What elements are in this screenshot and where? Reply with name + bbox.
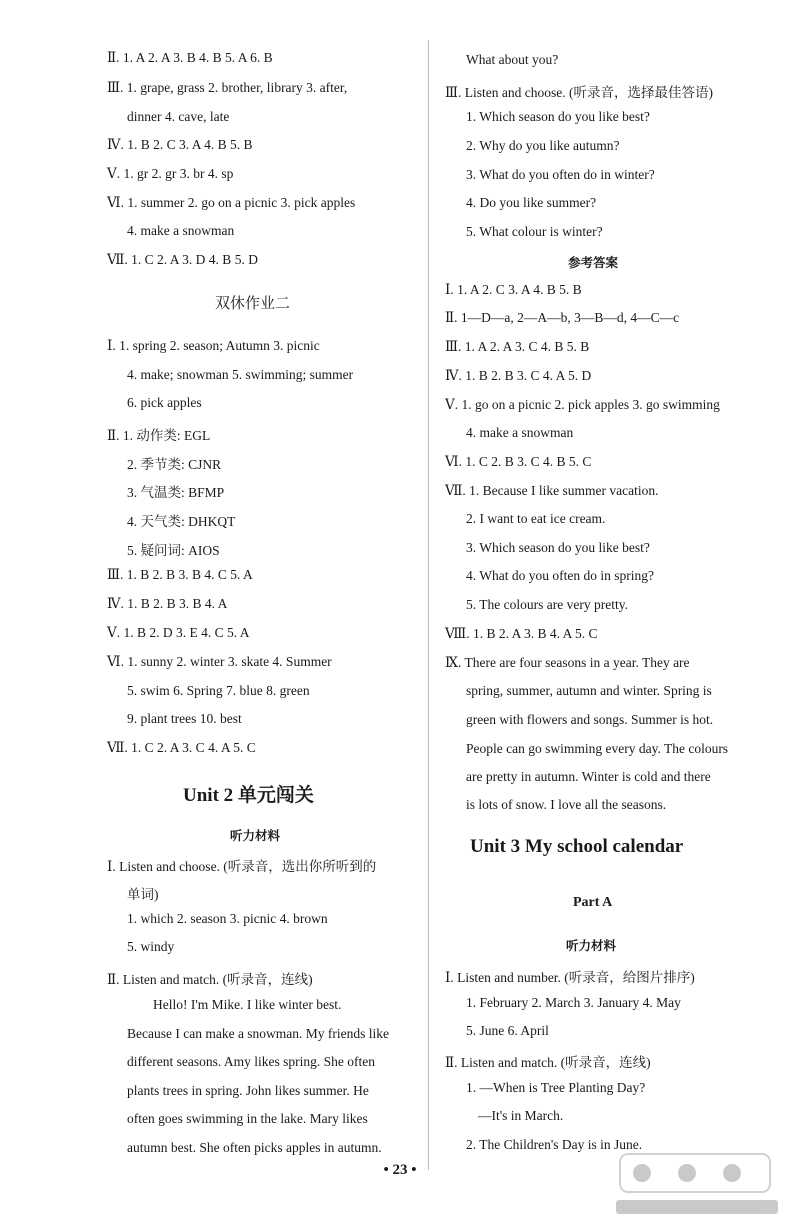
answer-line: Ⅴ. 1. B 2. D 3. E 4. C 5. A [107, 625, 250, 640]
answers-title: 参考答案 [568, 255, 619, 270]
listening-line: 单词) [127, 887, 159, 902]
answer-line: Ⅶ. 1. Because I like summer vacation. [445, 483, 659, 498]
part-title: Part A [573, 895, 613, 910]
answer-line: Ⅸ. There are four seasons in a year. They are [445, 655, 690, 670]
answer-line: are pretty in autumn. Winter is cold and there [466, 769, 711, 784]
answer-line: Ⅶ. 1. C 2. A 3. C 4. A 5. C [107, 740, 256, 755]
listening-line: —It's in March. [478, 1108, 564, 1123]
listening-line: Ⅰ. Listen and choose. (听录音，选出你所听到的 [107, 859, 377, 874]
answer-line: Ⅱ. 1. 动作类: EGL [107, 428, 211, 443]
answer-line: 5. swim 6. Spring 7. blue 8. green [127, 683, 310, 698]
answer-line: Ⅳ. 1. B 2. B 3. C 4. A 5. D [445, 368, 592, 383]
answer-line: 5. 疑问词: AIOS [127, 543, 220, 558]
answer-line: 4. What do you often do in spring? [466, 568, 654, 583]
answer-line: Ⅲ. 1. grape, grass 2. brother, library 3. after, [107, 80, 348, 95]
listening-line: 1. which 2. season 3. picnic 4. brown [127, 911, 328, 926]
listening-line: 2. The Children's Day is in June. [466, 1137, 643, 1152]
answer-line: 4. make a snowman [466, 425, 574, 440]
answer-line: Ⅵ. 1. summer 2. go on a picnic 3. pick apples [107, 195, 356, 210]
listening-line: 3. What do you often do in winter? [466, 167, 655, 182]
listening-line: 1. —When is Tree Planting Day? [466, 1080, 646, 1095]
answer-line: Ⅷ. 1. B 2. A 3. B 4. A 5. C [445, 626, 598, 641]
listening-line: Ⅱ. Listen and match. (听录音，连线) [107, 972, 313, 987]
listening-line: 4. Do you like summer? [466, 195, 597, 210]
section-title: 双休作业二 [215, 294, 291, 312]
answer-line: Ⅳ. 1. B 2. C 3. A 4. B 5. B [107, 137, 253, 152]
answer-line: 4. 天气类: DHKQT [127, 514, 236, 529]
answer-line: Ⅴ. 1. gr 2. gr 3. br 4. sp [107, 166, 234, 181]
listening-line: Ⅲ. Listen and choose. (听录音，选择最佳答语) [445, 85, 713, 100]
answer-line: Ⅱ. 1. A 2. A 3. B 4. B 5. A 6. B [107, 50, 273, 65]
listening-line: 1. February 2. March 3. January 4. May [466, 995, 681, 1010]
answer-line: spring, summer, autumn and winter. Spring is [466, 683, 712, 698]
listening-title: 听力材料 [230, 828, 281, 843]
listening-line: Hello! I'm Mike. I like winter best. [153, 997, 342, 1012]
answer-line: Ⅰ. 1. spring 2. season; Autumn 3. picnic [107, 338, 320, 353]
listening-line: different seasons. Amy likes spring. She often [127, 1054, 375, 1069]
answer-line: Ⅵ. 1. sunny 2. winter 3. skate 4. Summer [107, 654, 332, 669]
unit-title: Unit 2 单元闯关 [183, 785, 314, 806]
answer-line: Ⅱ. 1—D—a, 2—A—b, 3—B—d, 4—C—c [445, 310, 680, 325]
column-divider [428, 40, 429, 1170]
listening-line: 5. June 6. April [466, 1023, 549, 1038]
listening-title: 听力材料 [566, 938, 617, 953]
answer-line: 5. The colours are very pretty. [466, 597, 628, 612]
listening-line: What about you? [466, 52, 559, 67]
listening-line: Ⅰ. Listen and number. (听录音，给图片排序) [445, 970, 695, 985]
answer-line: 9. plant trees 10. best [127, 711, 242, 726]
listening-line: often goes swimming in the lake. Mary likes [127, 1111, 368, 1126]
answer-line: 3. Which season do you like best? [466, 540, 650, 555]
listening-line: Ⅱ. Listen and match. (听录音，连线) [445, 1055, 651, 1070]
answer-line: Ⅲ. 1. B 2. B 3. B 4. C 5. A [107, 567, 253, 582]
listening-line: 5. What colour is winter? [466, 224, 603, 239]
listening-line: 5. windy [127, 939, 175, 954]
answer-line: Ⅶ. 1. C 2. A 3. D 4. B 5. D [107, 252, 258, 267]
answer-line: 6. pick apples [127, 395, 202, 410]
answer-line: Ⅳ. 1. B 2. B 3. B 4. A [107, 596, 228, 611]
answer-line: is lots of snow. I love all the seasons. [466, 797, 667, 812]
listening-line: 2. Why do you like autumn? [466, 138, 620, 153]
answer-line: 2. 季节类: CJNR [127, 457, 222, 472]
listening-line: Because I can make a snowman. My friends like [127, 1026, 390, 1041]
answer-line: 4. make a snowman [127, 223, 235, 238]
listening-line: autumn best. She often picks apples in autumn. [127, 1140, 382, 1155]
unit-title: Unit 3 My school calendar [470, 836, 684, 857]
answer-line: dinner 4. cave, late [127, 109, 230, 124]
answer-line: 4. make; snowman 5. swimming; summer [127, 367, 354, 382]
answer-line: Ⅰ. 1. A 2. C 3. A 4. B 5. B [445, 282, 582, 297]
listening-line: 1. Which season do you like best? [466, 109, 650, 124]
listening-line: plants trees in spring. John likes summer. He [127, 1083, 369, 1098]
answer-line: Ⅲ. 1. A 2. A 3. C 4. B 5. B [445, 339, 590, 354]
watermark-logo [602, 1150, 792, 1220]
answer-line: Ⅵ. 1. C 2. B 3. C 4. B 5. C [445, 454, 592, 469]
answer-line: People can go swimming every day. The colours [466, 741, 729, 756]
answer-line: Ⅴ. 1. go on a picnic 2. pick apples 3. go swimming [445, 397, 720, 412]
answer-line: 3. 气温类: BFMP [127, 485, 225, 500]
page-number: • 23 • [383, 1162, 417, 1178]
answer-line: 2. I want to eat ice cream. [466, 511, 606, 526]
answer-line: green with flowers and songs. Summer is hot. [466, 712, 714, 727]
